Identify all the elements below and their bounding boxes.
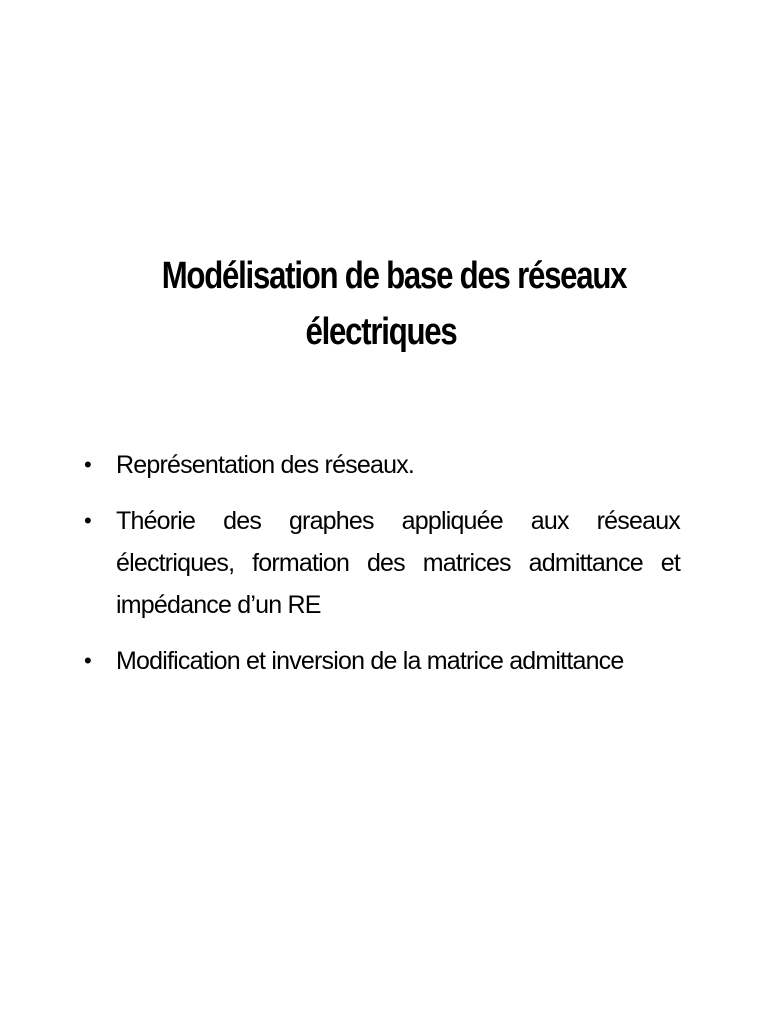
title-line-1: Modélisation de base des réseaux	[161, 255, 627, 297]
title-line-2: électriques	[305, 311, 457, 353]
bullet-icon: •	[84, 452, 91, 477]
bullet-list	[84, 444, 680, 696]
bullet-text: Modification et inversion de la matrice admittance	[116, 647, 624, 675]
bullet-text: Théorie des graphes appliquée aux réseaux électriques, formation des matrices admittance et impédance d’un RE	[116, 507, 680, 619]
bullet-text: Représentation des réseaux.	[116, 451, 415, 479]
bullet-item-modification	[84, 640, 680, 682]
bullet-icon: •	[84, 508, 91, 533]
bullet-item-representation	[84, 444, 680, 486]
slide-title	[0, 248, 768, 360]
bullet-icon: •	[84, 648, 91, 673]
bullet-item-graph-theory	[84, 500, 680, 626]
